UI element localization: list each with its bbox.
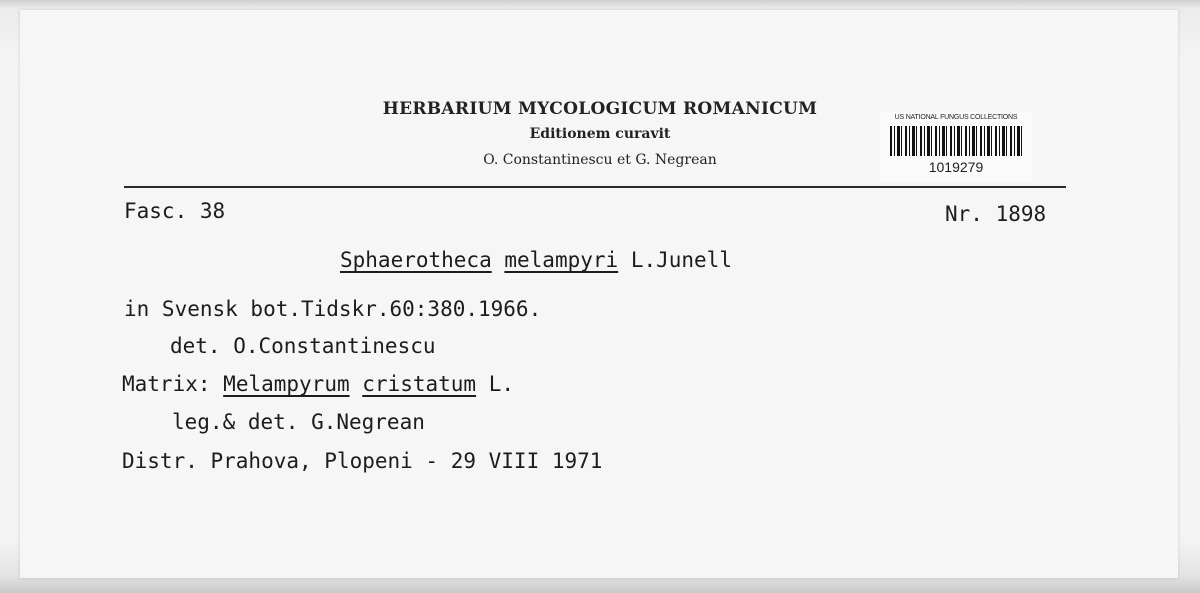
herbarium-subtitle: Editionem curavit (529, 126, 671, 142)
species-name (340, 248, 732, 272)
species-genus: Sphaerotheca (340, 248, 492, 272)
barcode-number: 1019279 (928, 159, 984, 175)
herbarium-label (20, 10, 1178, 578)
citation: in Svensk bot.Tidskr.60:380.1966. (124, 297, 542, 321)
collector: leg.& det. G.Negrean (172, 410, 425, 434)
locality-date: Distr. Prahova, Plopeni - 29 VIII 1971 (122, 449, 603, 473)
specimen-number: Nr. 1898 (945, 202, 1047, 226)
barcode-caption: US NATIONAL FUNGUS COLLECTIONS (894, 114, 1018, 121)
matrix-label: Matrix: (122, 372, 211, 396)
herbarium-title: HERBARIUM MYCOLOGICUM ROMANICUM (382, 99, 818, 119)
matrix-line (122, 372, 514, 396)
determiner: det. O.Constantinescu (170, 334, 436, 358)
barcode-sticker (880, 112, 1032, 182)
barcode-icon (890, 126, 1022, 156)
herbarium-editors: O. Constantinescu et G. Negrean (483, 152, 717, 168)
species-epithet: melampyri (504, 248, 619, 272)
fascicle-number: Fasc. 38 (124, 199, 226, 223)
matrix-epithet: cristatum (362, 372, 477, 396)
species-author: L.Junell (630, 248, 732, 272)
divider-line (124, 186, 1066, 188)
matrix-genus: Melampyrum (223, 372, 350, 396)
matrix-author: L. (488, 372, 515, 396)
